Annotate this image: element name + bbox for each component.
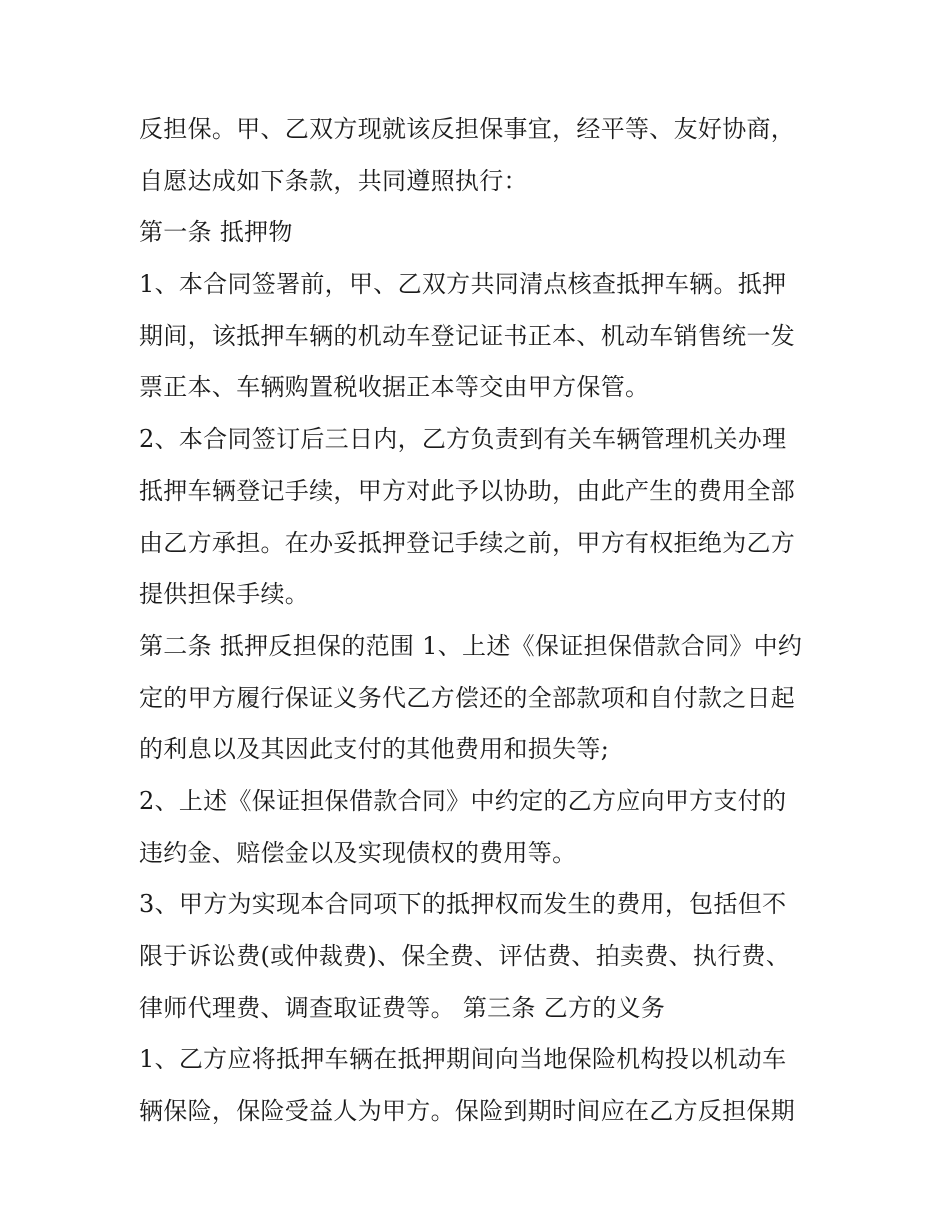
text-line: 2、本合同签订后三日内，乙方负责到有关车辆管理机关办理 [139, 425, 787, 454]
text-line: 票正本、车辆购置税收据正本等交由甲方保管。 [139, 373, 650, 402]
text-line: 自愿达成如下条款，共同遵照执行： [139, 166, 528, 195]
text-line: 期间，该抵押车辆的机动车登记证书正本、机动车销售统一发 [139, 321, 796, 350]
text-line: 的利息以及其因此支付的其他费用和损失等; [139, 735, 610, 764]
text-line: 定的甲方履行保证义务代乙方偿还的全部款项和自付款之日起 [139, 683, 796, 712]
text-line: 违约金、赔偿金以及实现债权的费用等。 [139, 838, 577, 867]
text-line: 1、乙方应将抵押车辆在抵押期间向当地保险机构投以机动车 [139, 1045, 787, 1074]
text-line: 第二条 抵押反担保的范围 1、上述《保证担保借款合同》中约 [139, 631, 803, 660]
text-line: 1、本合同签署前，甲、乙双方共同清点核查抵押车辆。抵押 [139, 270, 787, 299]
text-line: 3、甲方为实现本合同项下的抵押权而发生的费用，包括但不 [139, 890, 787, 919]
text-line: 由乙方承担。在办妥抵押登记手续之前，甲方有权拒绝为乙方 [139, 528, 796, 557]
document-body [139, 104, 819, 1138]
text-line: 提供担保手续。 [139, 580, 310, 609]
text-line: 反担保。甲、乙双方现就该反担保事宜，经平等、友好协商， [139, 115, 796, 143]
text-line: 2、上述《保证担保借款合同》中约定的乙方应向甲方支付的 [139, 786, 787, 815]
section-heading: 第一条 抵押物 [139, 218, 293, 247]
text-line: 律师代理费、调查取证费等。 第三条 乙方的义务 [139, 993, 666, 1022]
text-line: 限于诉讼费(或仲裁费)、保全费、评估费、拍卖费、执行费、 [139, 942, 791, 970]
text-line: 辆保险，保险受益人为甲方。保险到期时间应在乙方反担保期 [139, 1097, 796, 1126]
text-line: 抵押车辆登记手续，甲方对此予以协助，由此产生的费用全部 [139, 476, 796, 505]
